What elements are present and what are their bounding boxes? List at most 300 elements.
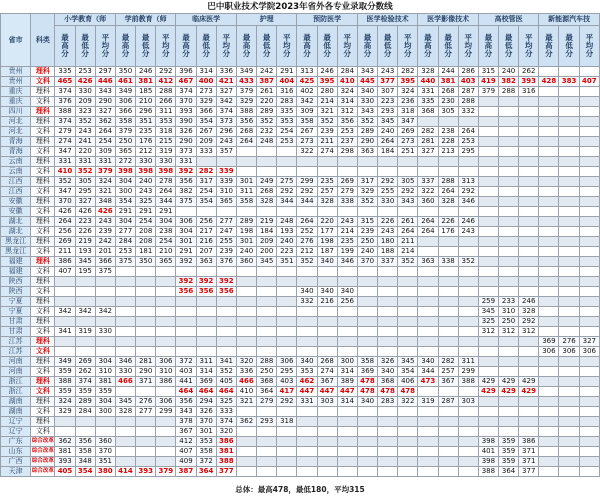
score-cell: 358 [75, 447, 95, 457]
score-cell [579, 247, 599, 257]
score-cell: 290 [95, 97, 115, 107]
score-cell: 223 [75, 217, 95, 227]
score-cell [579, 177, 599, 187]
score-cell [75, 277, 95, 287]
score-cell: 240 [378, 127, 398, 137]
score-cell: 351 [136, 117, 156, 127]
score-cell [277, 447, 297, 457]
score-cell: 289 [357, 127, 377, 137]
province-cell: 福建 [1, 257, 31, 267]
score-cell: 332 [297, 297, 317, 307]
score-cell: 363 [418, 257, 438, 267]
score-cell [297, 417, 317, 427]
score-cell [136, 337, 156, 347]
score-cell: 381 [136, 77, 156, 87]
score-cell [519, 237, 539, 247]
table-row [1, 327, 600, 337]
score-cell: 359 [498, 437, 518, 447]
score-cell [559, 167, 579, 177]
score-cell [378, 207, 398, 217]
score-cell: 300 [95, 407, 115, 417]
score-cell: 239 [317, 127, 337, 137]
score-cell: 290 [357, 137, 377, 147]
score-cell: 277 [216, 217, 236, 227]
score-cell: 288 [257, 357, 277, 367]
score-cell: 207 [196, 247, 216, 257]
score-cell [176, 347, 196, 357]
type-cell: 文科 [31, 167, 55, 177]
score-cell [136, 307, 156, 317]
score-cell: 220 [75, 147, 95, 157]
score-cell: 305 [438, 107, 458, 117]
score-cell: 319 [418, 397, 438, 407]
score-cell: 264 [458, 127, 478, 137]
score-cell [257, 297, 277, 307]
score-cell: 351 [95, 457, 115, 467]
score-cell: 306 [277, 357, 297, 367]
score-cell [498, 397, 518, 407]
score-cell [559, 327, 579, 337]
score-cell [418, 347, 438, 357]
score-cell [438, 317, 458, 327]
score-cell: 300 [337, 357, 357, 367]
score-cell [418, 417, 438, 427]
type-cell: 理科 [31, 117, 55, 127]
score-cell: 425 [297, 77, 317, 87]
score-cell [438, 387, 458, 397]
score-cell: 311 [236, 187, 256, 197]
score-cell: 264 [438, 187, 458, 197]
score-cell [498, 187, 518, 197]
score-cell: 328 [519, 307, 539, 317]
header-subcol: 最 高 分 [357, 26, 377, 67]
score-cell: 322 [398, 397, 418, 407]
score-cell: 445 [357, 77, 377, 87]
score-cell [55, 297, 75, 307]
score-cell: 446 [95, 77, 115, 87]
score-cell [539, 127, 559, 137]
score-cell: 281 [136, 357, 156, 367]
header-subcol: 最 低 分 [75, 26, 95, 67]
score-cell [579, 67, 599, 77]
score-cell [458, 157, 478, 167]
score-cell [438, 277, 458, 287]
score-cell: 313 [297, 67, 317, 77]
score-cell: 289 [75, 397, 95, 407]
score-cell: 346 [337, 257, 357, 267]
score-cell [297, 207, 317, 217]
score-cell [559, 87, 579, 97]
score-cell [559, 267, 579, 277]
score-cell [136, 317, 156, 327]
score-cell [519, 167, 539, 177]
score-cell [277, 277, 297, 287]
score-cell: 304 [176, 227, 196, 237]
score-cell: 279 [55, 127, 75, 137]
score-cell: 211 [317, 137, 337, 147]
score-cell: 213 [438, 147, 458, 157]
score-cell [559, 387, 579, 397]
score-cell: 342 [55, 307, 75, 317]
score-cell [539, 327, 559, 337]
score-cell: 352 [216, 367, 236, 377]
type-cell: 理科 [31, 157, 55, 167]
score-cell: 264 [55, 217, 75, 227]
score-cell: 356 [176, 177, 196, 187]
score-cell: 235 [317, 177, 337, 187]
score-cell: 209 [196, 137, 216, 147]
score-cell [478, 97, 498, 107]
score-cell: 377 [519, 467, 539, 477]
score-cell: 342 [95, 307, 115, 317]
score-cell [438, 167, 458, 177]
score-cell [519, 277, 539, 287]
score-cell: 386 [156, 377, 176, 387]
score-cell [156, 317, 176, 327]
score-cell: 331 [176, 157, 196, 167]
score-cell: 478 [378, 387, 398, 397]
score-cell: 340 [357, 87, 377, 97]
score-cell [579, 287, 599, 297]
score-cell: 257 [317, 187, 337, 197]
score-cell [196, 297, 216, 307]
score-cell [458, 417, 478, 427]
score-cell [458, 407, 478, 417]
score-cell [458, 277, 478, 287]
type-cell: 文科 [31, 147, 55, 157]
score-cell [337, 347, 357, 357]
score-cell [478, 137, 498, 147]
score-cell: 373 [176, 147, 196, 157]
score-cell: 314 [196, 67, 216, 77]
score-cell [579, 87, 599, 97]
score-cell: 272 [115, 157, 135, 167]
score-cell: 237 [337, 137, 357, 147]
score-cell: 306 [156, 357, 176, 367]
score-cell: 387 [176, 467, 196, 477]
score-cell [378, 447, 398, 457]
page-title: 巴中职业技术学院2023年省外各专业录取分数线 [207, 2, 393, 12]
score-cell: 338 [438, 257, 458, 267]
score-cell [337, 207, 357, 217]
score-cell [357, 457, 377, 467]
score-cell: 315 [357, 217, 377, 227]
score-cell: 312 [519, 327, 539, 337]
score-cell: 387 [257, 77, 277, 87]
score-cell: 232 [257, 127, 277, 137]
score-cell: 304 [115, 177, 135, 187]
province-cell: 黑龙江 [1, 247, 31, 257]
table-row [1, 447, 600, 457]
score-cell: 461 [115, 77, 135, 87]
score-cell: 255 [378, 187, 398, 197]
score-cell: 320 [236, 357, 256, 367]
score-cell: 382 [176, 187, 196, 197]
score-cell: 296 [136, 107, 156, 117]
score-cell [418, 337, 438, 347]
score-cell: 368 [257, 377, 277, 387]
score-cell [216, 207, 236, 217]
score-cell [519, 337, 539, 347]
score-cell [236, 277, 256, 287]
score-cell [236, 457, 256, 467]
score-cell: 347 [398, 117, 418, 127]
score-cell: 274 [55, 137, 75, 147]
score-cell [559, 467, 579, 477]
score-cell [498, 97, 518, 107]
score-cell: 349 [236, 67, 256, 77]
type-cell: 理科 [31, 337, 55, 347]
type-cell: 理科 [31, 217, 55, 227]
province-cell: 河北 [1, 127, 31, 137]
score-cell [55, 287, 75, 297]
score-cell: 398 [478, 457, 498, 467]
score-cell: 240 [277, 237, 297, 247]
score-cell [559, 287, 579, 297]
score-cell: 358 [236, 197, 256, 207]
score-cell [539, 397, 559, 407]
score-cell: 340 [378, 367, 398, 377]
score-cell [236, 437, 256, 447]
score-cell: 356 [236, 117, 256, 127]
score-cell: 328 [438, 197, 458, 207]
province-cell: 云南 [1, 167, 31, 177]
score-cell [559, 367, 579, 377]
score-cell: 273 [196, 87, 216, 97]
score-cell: 389 [337, 377, 357, 387]
score-cell [559, 117, 579, 127]
score-cell [498, 127, 518, 137]
score-cell: 328 [257, 197, 277, 207]
header-subcol: 平 均 分 [337, 26, 357, 67]
score-cell: 317 [196, 177, 216, 187]
score-cell: 254 [277, 127, 297, 137]
score-cell [539, 307, 559, 317]
score-cell: 290 [176, 137, 196, 147]
score-cell: 277 [115, 227, 135, 237]
province-cell: 辽宁 [1, 417, 31, 427]
score-cell: 370 [196, 417, 216, 427]
score-cell [317, 427, 337, 437]
score-cell: 264 [95, 127, 115, 137]
score-cell: 304 [95, 397, 115, 407]
score-cell: 339 [216, 177, 236, 187]
score-cell: 311 [196, 357, 216, 367]
header-subcol: 平 均 分 [95, 26, 115, 67]
score-cell [539, 97, 559, 107]
score-cell: 381 [438, 77, 458, 87]
score-cell [277, 427, 297, 437]
score-cell: 244 [438, 67, 458, 77]
score-cell: 303 [317, 397, 337, 407]
score-cell: 268 [257, 187, 277, 197]
score-cell [136, 297, 156, 307]
type-cell: 文科 [31, 407, 55, 417]
score-cell: 276 [559, 337, 579, 347]
score-cell [478, 147, 498, 157]
header-row-subcols [1, 26, 600, 67]
score-cell: 238 [438, 127, 458, 137]
score-cell: 295 [458, 147, 478, 157]
score-cell: 301 [196, 427, 216, 437]
type-cell: 理科 [31, 107, 55, 117]
score-cell: 304 [95, 357, 115, 367]
score-cell: 367 [317, 377, 337, 387]
score-cell: 351 [277, 257, 297, 267]
score-cell: 362 [55, 437, 75, 447]
score-cell: 246 [519, 297, 539, 307]
header-subcol: 最 高 分 [176, 26, 196, 67]
score-cell: 330 [136, 157, 156, 167]
score-cell: 251 [398, 147, 418, 157]
score-cell: 466 [236, 377, 256, 387]
score-cell: 342 [75, 307, 95, 317]
score-cell: 256 [337, 297, 357, 307]
score-cell: 243 [95, 217, 115, 227]
score-cell: 284 [75, 407, 95, 417]
type-cell: 理科 [31, 317, 55, 327]
score-cell [176, 297, 196, 307]
score-cell [257, 317, 277, 327]
score-cell: 343 [357, 107, 377, 117]
score-cell: 264 [236, 137, 256, 147]
score-cell [156, 457, 176, 467]
score-cell: 364 [196, 467, 216, 477]
score-cell [478, 117, 498, 127]
score-cell [115, 287, 135, 297]
score-cell [418, 437, 438, 447]
score-cell: 215 [156, 137, 176, 147]
score-cell [559, 207, 579, 217]
score-cell: 326 [378, 357, 398, 367]
score-cell: 330 [378, 197, 398, 207]
score-cell [519, 177, 539, 187]
score-cell: 332 [458, 107, 478, 117]
score-cell: 331 [418, 87, 438, 97]
score-cell [438, 347, 458, 357]
header-major: 医学检验技术 [357, 14, 417, 26]
score-cell [458, 237, 478, 247]
score-cell: 243 [378, 227, 398, 237]
score-cell [559, 197, 579, 207]
score-cell: 306 [539, 347, 559, 357]
table-row [1, 267, 600, 277]
score-cell: 223 [277, 247, 297, 257]
header-subcol: 最 低 分 [559, 26, 579, 67]
score-cell: 440 [418, 77, 438, 87]
province-cell: 宁夏 [1, 297, 31, 307]
score-cell: 289 [257, 107, 277, 117]
score-cell [519, 347, 539, 357]
score-cell: 250 [498, 317, 518, 327]
score-cell: 241 [75, 137, 95, 147]
score-cell: 346 [458, 197, 478, 207]
score-cell [216, 267, 236, 277]
score-cell [519, 417, 539, 427]
score-cell [378, 337, 398, 347]
score-cell: 264 [418, 217, 438, 227]
score-cell: 340 [317, 287, 337, 297]
score-cell: 195 [75, 267, 95, 277]
score-cell [357, 267, 377, 277]
type-cell: 文科 [31, 267, 55, 277]
score-cell: 347 [55, 147, 75, 157]
score-cell: 352 [297, 257, 317, 267]
score-cell: 344 [156, 197, 176, 207]
score-cell: 359 [55, 367, 75, 377]
header-major: 小学教育（师 [55, 14, 115, 26]
score-cell [579, 457, 599, 467]
table-row [1, 357, 600, 367]
score-cell: 322 [418, 187, 438, 197]
score-cell: 447 [317, 387, 337, 397]
score-cell: 426 [95, 207, 115, 217]
score-cell [216, 297, 236, 307]
score-cell: 208 [136, 227, 156, 237]
score-cell: 329 [357, 187, 377, 197]
type-cell: 文科 [31, 327, 55, 337]
score-cell: 414 [115, 467, 135, 477]
province-cell: 重庆 [1, 97, 31, 107]
score-cell [297, 437, 317, 447]
score-cell: 292 [398, 187, 418, 197]
score-cell: 352 [317, 117, 337, 127]
score-cell: 337 [378, 257, 398, 267]
score-cell: 226 [75, 227, 95, 237]
score-cell: 313 [458, 177, 478, 187]
score-cell: 288 [438, 177, 458, 187]
score-cell: 235 [337, 237, 357, 247]
score-cell [136, 437, 156, 447]
score-cell: 371 [519, 447, 539, 457]
score-cell: 374 [176, 87, 196, 97]
type-cell: 文科 [31, 347, 55, 357]
score-cell: 314 [337, 97, 357, 107]
score-cell: 388 [458, 377, 478, 387]
score-cell [559, 307, 579, 317]
score-cell: 301 [236, 237, 256, 247]
score-cell: 462 [297, 377, 317, 387]
score-cell: 386 [55, 257, 75, 267]
score-cell [418, 447, 438, 457]
score-cell [136, 427, 156, 437]
header-type: 科类 [31, 14, 55, 67]
score-cell: 214 [398, 247, 418, 257]
score-cell [498, 197, 518, 207]
header-subcol: 最 高 分 [115, 26, 135, 67]
score-cell: 478 [357, 387, 377, 397]
province-cell: 青海 [1, 147, 31, 157]
table-row [1, 127, 600, 137]
score-cell [579, 437, 599, 447]
score-cell [438, 417, 458, 427]
score-cell [559, 187, 579, 197]
header-major: 预防医学 [297, 14, 358, 26]
score-cell: 264 [418, 227, 438, 237]
score-cell [498, 227, 518, 237]
score-cell [337, 267, 357, 277]
score-cell: 377 [378, 77, 398, 87]
score-cell: 349 [55, 357, 75, 367]
type-cell: 文科 [31, 367, 55, 377]
score-cell [579, 277, 599, 287]
score-cell: 243 [216, 137, 236, 147]
score-cell: 369 [357, 367, 377, 377]
score-cell [277, 457, 297, 467]
score-cell [579, 137, 599, 147]
score-cell: 274 [317, 367, 337, 377]
score-cell: 364 [498, 467, 518, 477]
